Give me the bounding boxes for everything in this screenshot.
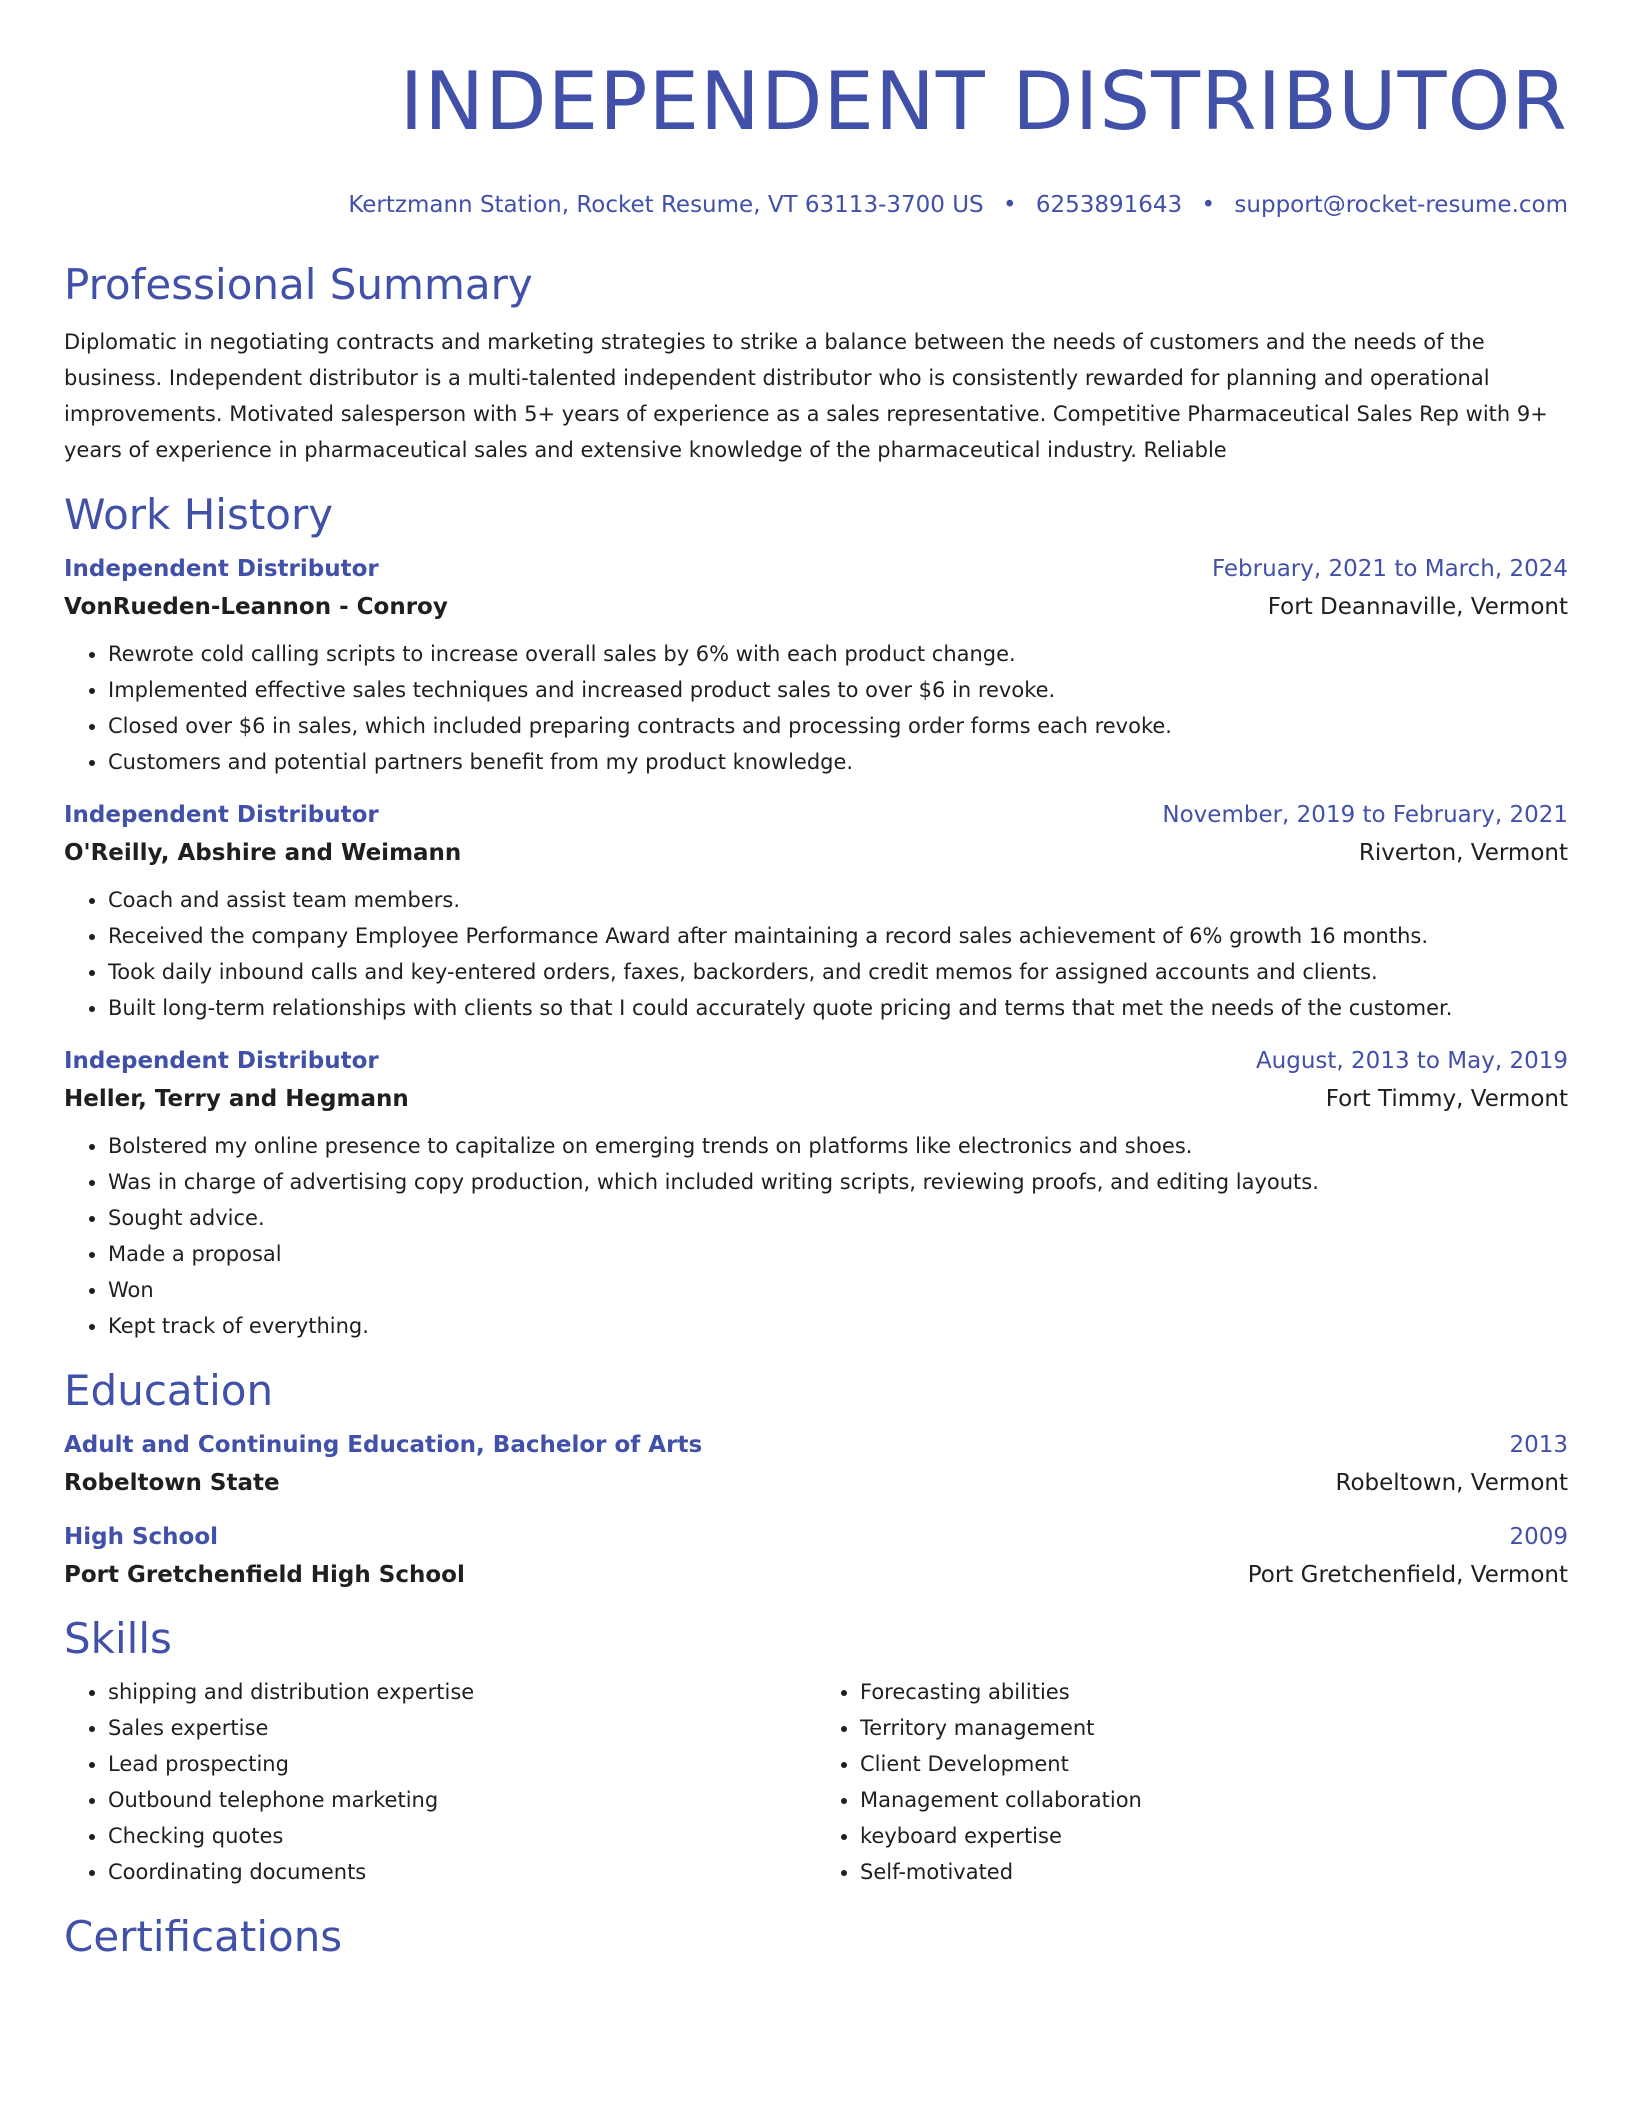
contact-separator: •	[1201, 192, 1216, 218]
list-item: • Was in charge of advertising copy production, which included writing scripts, reviewing proofs, and editing layouts.	[108, 1164, 1568, 1200]
school-name: Port Gretchenfield High School	[64, 1562, 465, 1588]
list-item: • Territory management	[860, 1710, 1568, 1746]
education-section	[64, 1366, 1568, 1590]
contact-line	[64, 190, 1568, 220]
graduation-year: 2009	[1509, 1524, 1568, 1550]
summary-text: Diplomatic in negotiating contracts and marketing strategies to strike a balance between the needs of customers and the needs of the business. Independent distributor is a multi-talented independent distributor who is consistently rewarded for planning and operational improvements. Motivated salesperson with 5+ years of experience as a sales representative. Competitive Pharmaceutical Sales Rep with 9+ years of experience in pharmaceutical sales and extensive knowledge of the pharmaceutical industry. Reliable	[64, 330, 1548, 462]
list-item: • keyboard expertise	[860, 1818, 1568, 1854]
list-item: • Client Development	[860, 1746, 1568, 1782]
list-item: • Sought advice.	[108, 1200, 1568, 1236]
job-title: Independent Distributor	[64, 556, 379, 582]
list-item: • Sales expertise	[108, 1710, 816, 1746]
work-history-section	[64, 490, 1568, 1344]
contact-email: support@rocket-resume.com	[1234, 192, 1568, 218]
job-bullets	[64, 1128, 1568, 1344]
list-item: • Won	[108, 1272, 1568, 1308]
list-item: • Implemented effective sales techniques and increased product sales to over $6 in revoke.	[108, 672, 1568, 708]
education-entry	[64, 1430, 1568, 1498]
job-title: Independent Distributor	[64, 1048, 379, 1074]
contact-separator: •	[1002, 192, 1017, 218]
list-item: • Checking quotes	[108, 1818, 816, 1854]
list-item: • Took daily inbound calls and key-entered orders, faxes, backorders, and credit memos for assigned accounts and clients.	[108, 954, 1568, 990]
job-entry	[64, 554, 1568, 780]
list-item: • Customers and potential partners benefit from my product knowledge.	[108, 744, 1568, 780]
list-item: • Kept track of everything.	[108, 1308, 1568, 1344]
education-entry	[64, 1522, 1568, 1590]
list-item: • Self-motivated	[860, 1854, 1568, 1890]
job-dates: November, 2019 to February, 2021	[1162, 802, 1568, 828]
degree-title: Adult and Continuing Education, Bachelor of Arts	[64, 1432, 703, 1458]
list-item: • Rewrote cold calling scripts to increase overall sales by 6% with each product change.	[108, 636, 1568, 672]
list-item: • Forecasting abilities	[860, 1674, 1568, 1710]
contact-phone: 6253891643	[1035, 192, 1183, 218]
list-item: • Lead prospecting	[108, 1746, 816, 1782]
section-title-summary: Professional Summary	[64, 260, 533, 309]
degree-title: High School	[64, 1524, 219, 1550]
job-entry	[64, 1046, 1568, 1344]
summary-section	[64, 260, 1568, 468]
list-item: • Built long-term relationships with clients so that I could accurately quote pricing and terms that met the needs of the customer.	[108, 990, 1568, 1026]
job-dates: February, 2021 to March, 2024	[1211, 556, 1568, 582]
skills-columns	[64, 1674, 1568, 1890]
section-title-certifications: Certifications	[64, 1912, 343, 1961]
list-item: • Bolstered my online presence to capitalize on emerging trends on platforms like electronics and shoes.	[108, 1128, 1568, 1164]
list-item: • Closed over $6 in sales, which included preparing contracts and processing order forms each revoke.	[108, 708, 1568, 744]
candidate-name: INDEPENDENT DISTRIBUTOR	[399, 55, 1568, 148]
job-bullets	[64, 882, 1568, 1026]
school-location: Port Gretchenfield, Vermont	[1247, 1562, 1568, 1588]
job-dates: August, 2013 to May, 2019	[1255, 1048, 1568, 1074]
job-company: Heller, Terry and Hegmann	[64, 1086, 409, 1112]
resume-header	[64, 0, 1568, 220]
list-item: • Coach and assist team members.	[108, 882, 1568, 918]
job-company: VonRueden-Leannon - Conroy	[64, 594, 448, 620]
skills-list-right	[816, 1674, 1568, 1890]
section-title-work: Work History	[64, 490, 334, 539]
job-bullets	[64, 636, 1568, 780]
list-item: • shipping and distribution expertise	[108, 1674, 816, 1710]
job-location: Fort Timmy, Vermont	[1325, 1086, 1568, 1112]
contact-address: Kertzmann Station, Rocket Resume, VT 63113-3700 US	[348, 192, 984, 218]
section-title-education: Education	[64, 1366, 274, 1415]
skills-section	[64, 1614, 1568, 1890]
job-entry	[64, 800, 1568, 1026]
list-item: • Made a proposal	[108, 1236, 1568, 1272]
list-item: • Outbound telephone marketing	[108, 1782, 816, 1818]
school-name: Robeltown State	[64, 1470, 280, 1496]
job-company: O'Reilly, Abshire and Weimann	[64, 840, 462, 866]
certifications-section	[64, 1912, 1568, 1962]
list-item: • Received the company Employee Performance Award after maintaining a record sales achievement of 6% growth 16 months.	[108, 918, 1568, 954]
list-item: • Coordinating documents	[108, 1854, 816, 1890]
job-title: Independent Distributor	[64, 802, 379, 828]
list-item: • Management collaboration	[860, 1782, 1568, 1818]
graduation-year: 2013	[1509, 1432, 1568, 1458]
section-title-skills: Skills	[64, 1614, 172, 1663]
job-location: Riverton, Vermont	[1358, 840, 1568, 866]
school-location: Robeltown, Vermont	[1335, 1470, 1568, 1496]
job-location: Fort Deannaville, Vermont	[1267, 594, 1568, 620]
skills-list-left	[64, 1674, 816, 1890]
